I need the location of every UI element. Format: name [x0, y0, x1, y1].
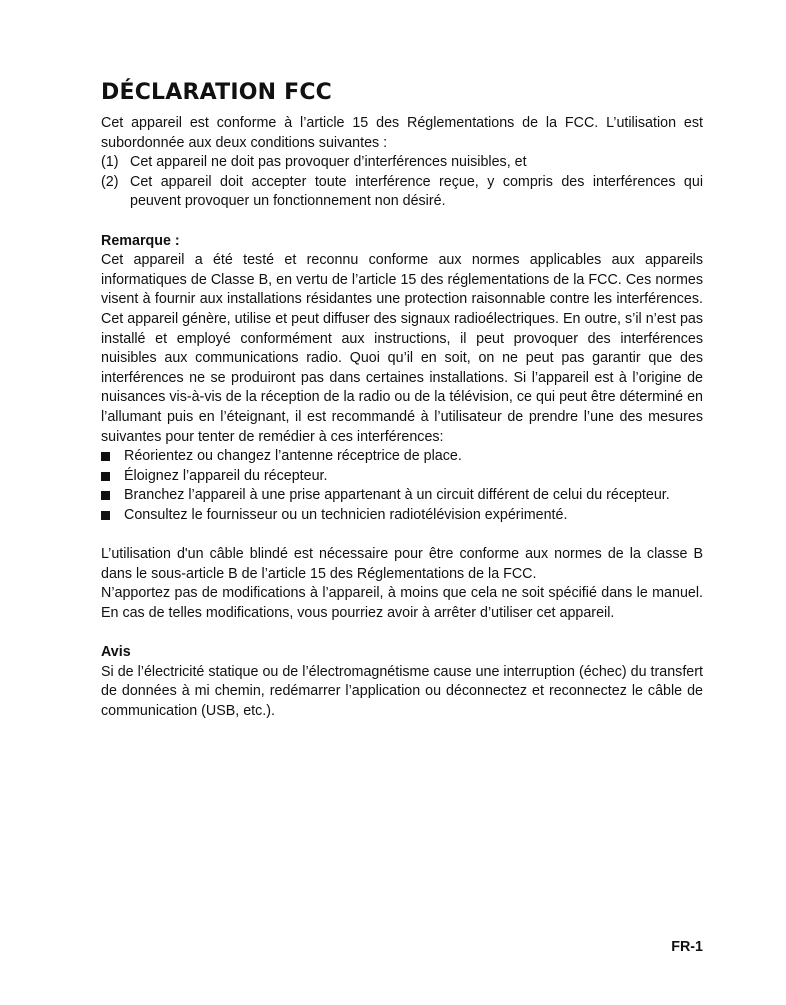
avis-heading: Avis — [101, 644, 131, 661]
bullet-item — [101, 447, 703, 467]
avis-paragraph: Si de l’électricité statique ou de l’électromagnétisme cause une interruption (échec) du transfert de données à mi chemin, redémarrer l’application ou déconnectez et reconnectez le câble de communication (USB, etc.). — [101, 663, 703, 719]
square-bullet-icon — [101, 447, 124, 467]
square-bullet-icon — [101, 486, 124, 506]
page-number: FR-1 — [671, 939, 703, 955]
spacer — [101, 623, 703, 643]
condition-item — [101, 173, 703, 212]
square-bullet-icon — [101, 467, 124, 487]
intro-paragraph: Cet appareil est conforme à l’article 15 des Réglementations de la FCC. L’utilisation est subordonnée aux deux conditions suivantes : — [101, 115, 703, 151]
bullet-item — [101, 506, 703, 526]
cable-paragraph: L’utilisation d'un câble blindé est nécessaire pour être conforme aux normes de la classe B dans le sous-article B de l’article 15 des Réglementations de la FCC. — [101, 546, 703, 582]
square-bullet-icon — [101, 506, 124, 526]
condition-number: (1) — [101, 154, 119, 171]
bullet-text: Branchez l’appareil à une prise appartenant à un circuit différent de celui du récepteur. — [124, 487, 670, 504]
bullet-text: Consultez le fournisseur ou un technicien radiotélévision expérimenté. — [124, 506, 568, 523]
condition-item — [101, 153, 703, 173]
bullet-item — [101, 486, 703, 506]
modification-paragraph: N’apportez pas de modifications à l’appareil, à moins que cela ne soit spécifié dans le manuel. En cas de telles modifications, vous pourriez avoir à arrêter d’utiliser cet appareil. — [101, 585, 703, 621]
condition-text: Cet appareil doit accepter toute interférence reçue, y compris des interférences qui peuvent provoquer un fonctionnement non désiré. — [130, 173, 703, 210]
condition-number: (2) — [101, 173, 119, 190]
condition-text: Cet appareil ne doit pas provoquer d’interférences nuisibles, et — [130, 154, 527, 171]
spacer — [101, 525, 703, 545]
bullet-text: Réorientez ou changez l’antenne réceptrice de place. — [124, 448, 462, 465]
bullet-item — [101, 467, 703, 487]
remarque-heading: Remarque : — [101, 232, 180, 249]
bullet-text: Éloignez l’appareil du récepteur. — [124, 467, 328, 484]
document-body — [101, 80, 703, 721]
page-title: DÉCLARATION FCC — [101, 80, 333, 105]
spacer — [101, 212, 703, 232]
remarque-paragraph: Cet appareil a été testé et reconnu conforme aux normes applicables aux appareils informatiques de Classe B, en vertu de l’article 15 des réglementations de la FCC. Ces normes visent à fournir aux installations résidantes une protection raisonnable contre les interférences. Cet appareil génère, utilise et peut diffuser des signaux radioélectriques. En outre, s’il n’est pas installé et employé conformément aux instructions, il peut provoquer des interférences nuisibles aux communications radio. Quoi qu’il en soit, on ne peut pas garantir que des interférences ne se produiront pas dans certaines installations. Si l’appareil est à l’origine de nuisances vis-à-vis de la réception de la radio ou de la télévision, ce qui peut être déterminé en l’allumant puis en l’éteignant, il est recommandé à l’utilisateur de prendre l’une des mesures suivantes pour tenter de remédier à ces interférences: — [101, 252, 703, 445]
